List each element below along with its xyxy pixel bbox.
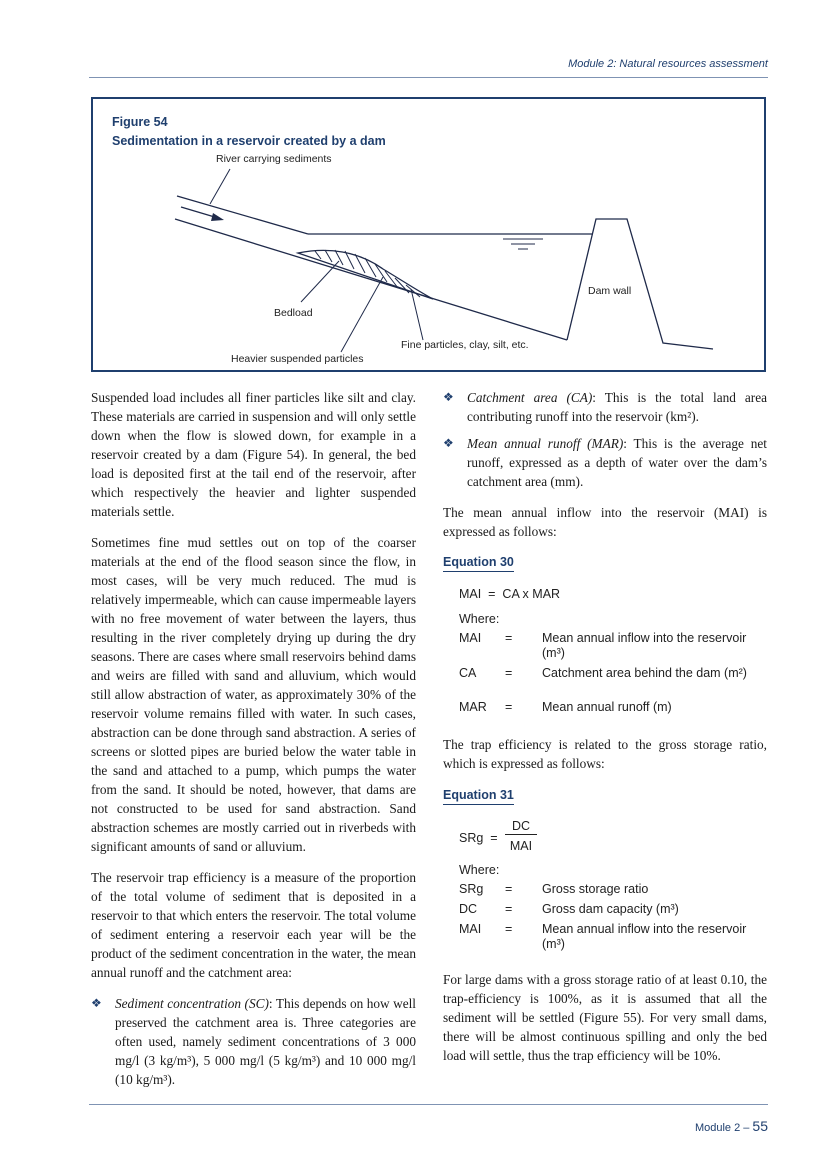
definition: Mean annual inflow into the reservoir (m³) xyxy=(542,922,747,951)
footer-rule xyxy=(89,1104,768,1105)
leader-fine xyxy=(411,289,423,340)
left-column xyxy=(91,388,416,1097)
bullet-sediment-concentration xyxy=(91,994,416,1089)
page-number: 55 xyxy=(752,1118,768,1134)
equals: = xyxy=(505,882,513,896)
header-rule xyxy=(89,77,768,78)
bedload-deposit xyxy=(298,250,433,299)
equals: = xyxy=(505,902,513,916)
bullet-term: Sediment concentration (SC) xyxy=(115,996,269,1011)
label-fine-particles: Fine particles, clay, silt, etc. xyxy=(401,339,529,351)
equation-30-formula: MAI = CA x MAR xyxy=(459,587,561,601)
river-lower-bank xyxy=(175,219,567,340)
river-upper-bank xyxy=(177,196,308,234)
figure-number: Figure 54 xyxy=(112,115,168,129)
definition: Gross storage ratio xyxy=(542,882,649,896)
equation-30-heading: Equation 30 xyxy=(443,555,514,572)
symbol: MAR xyxy=(459,700,487,714)
equals: = xyxy=(505,700,513,714)
footer xyxy=(695,1118,768,1134)
figure-box xyxy=(91,97,766,372)
definition: Catchment area behind the dam (m²) xyxy=(542,666,747,680)
equation-31-lhs: SRg = xyxy=(459,831,498,845)
equals: = xyxy=(505,922,513,936)
label-river: River carrying sediments xyxy=(216,153,332,165)
paragraph-large-dams: For large dams with a gross storage ratio of at least 0.10, the trap-efficiency is 100%, as it is assumed that all the sediment will be settled (Figure 55). For very small dams, there will be almost continuous spilling and only the bed load will settle, thus the trap efficiency will be 10%. xyxy=(443,972,767,1063)
definition: Mean annual runoff (m) xyxy=(542,700,672,714)
symbol: SRg xyxy=(459,882,484,896)
bullet-term: Catchment area (CA) xyxy=(467,390,593,405)
label-heavier-particles: Heavier suspended particles xyxy=(231,353,364,365)
symbol: CA xyxy=(459,666,477,680)
right-column xyxy=(443,388,767,553)
dam-wall xyxy=(567,219,713,349)
paragraph-trap-efficiency: The reservoir trap efficiency is a measure of the proportion of the total volume of sediment that is deposited in a reservoir to that which enters the reservoir. The total volume of sediment entering a reservoir each year will be the product of the sediment concentration in the water, the mean annual runoff and the catchment area: xyxy=(91,870,416,980)
bullet-mean-annual-runoff xyxy=(443,434,767,491)
paragraph-mai: The mean annual inflow into the reservoir (MAI) is expressed as follows: xyxy=(443,505,767,539)
equation-31-block xyxy=(443,786,767,956)
leader-heavier xyxy=(341,277,383,352)
label-bedload: Bedload xyxy=(274,307,313,319)
symbol: DC xyxy=(459,902,478,916)
trap-paragraph-wrap xyxy=(443,735,767,785)
running-header: Module 2: Natural resources assessment xyxy=(568,58,768,70)
symbol: MAI xyxy=(459,922,482,936)
bullet-catchment-area xyxy=(443,388,767,426)
reservoir-diagram xyxy=(93,99,764,370)
diamond-bullet-icon: ❖ xyxy=(443,390,454,404)
large-dams-paragraph-wrap xyxy=(443,970,767,1077)
definition: Gross dam capacity (m³) xyxy=(542,902,679,916)
equation-30-block xyxy=(443,553,767,723)
diamond-bullet-icon: ❖ xyxy=(91,996,102,1010)
equation-31-numerator: DC xyxy=(505,819,537,835)
diamond-bullet-icon: ❖ xyxy=(443,436,454,450)
paragraph-trap-ratio: The trap efficiency is related to the gross storage ratio, which is expressed as follows: xyxy=(443,737,767,771)
flow-arrowhead xyxy=(211,213,224,221)
bullet-text: : This depends on how well preserved the catchment area is. Three categories are often used, namely sediment concentrations of 3 000 mg/l (3 kg/m³), 5 000 mg/l (5 kg/m³) and 10 000 mg/l (10 kg/m³). xyxy=(115,996,416,1087)
bullet-term: Mean annual runoff (MAR) xyxy=(467,436,624,451)
equals: = xyxy=(505,631,513,645)
equation-31-where: Where: xyxy=(459,863,500,877)
figure-title: Sedimentation in a reservoir created by a dam xyxy=(112,134,386,148)
paragraph-suspended-load: Suspended load includes all finer particles like silt and clay. These materials are carried in suspension and will only settle down when the flow is slowed down, for example in a reservoir created by a dam (Figure 54). In general, the bed load is deposited first at the tail end of the reservoir, after which respectively the heavier and lighter suspended materials settle. xyxy=(91,390,416,519)
definition: Mean annual inflow into the reservoir (m³) xyxy=(542,631,747,660)
equals: = xyxy=(505,666,513,680)
paragraph-fine-mud: Sometimes fine mud settles out on top of the coarser materials at the end of the flood season since the flow, in most cases, will be very much reduced. The mud is relatively impermeable, which can cause impermeable layers with no free movement of water between the layers, thus resulting in the river completely drying up during the dry seasons. There are cases where small reservoirs behind dams and weirs are filled with sand and alluvium, which would still allow abstraction of water, as approximately 30% of the reservoir volume remains filled with water. In such cases, abstraction can be done through sand abstraction. A series of screens or slotted pipes are buried below the water table in the sand and attached to a pump, which pumps the water from the sand. It should be noted, however, that dams are not constructed to be used for sand abstraction. Sand abstraction schemes are mostly carried out in riverbeds with significant amounts of sand or alluvium. xyxy=(91,535,416,854)
bullet-text: : This is the total land area contributing runoff into the reservoir (km²). xyxy=(467,390,768,424)
bullet-text: : This is the average net runoff, expressed as a depth of water over the dam’s catchment area (mm). xyxy=(467,436,767,489)
label-dam-wall: Dam wall xyxy=(588,285,632,297)
leader-bedload xyxy=(301,261,339,302)
equation-30-where: Where: xyxy=(459,612,500,626)
equation-31-heading: Equation 31 xyxy=(443,788,514,805)
equation-31-denominator: MAI xyxy=(509,839,533,853)
footer-module: Module 2 – xyxy=(694,1122,753,1134)
symbol: MAI xyxy=(459,631,482,645)
leader-river xyxy=(210,169,230,204)
